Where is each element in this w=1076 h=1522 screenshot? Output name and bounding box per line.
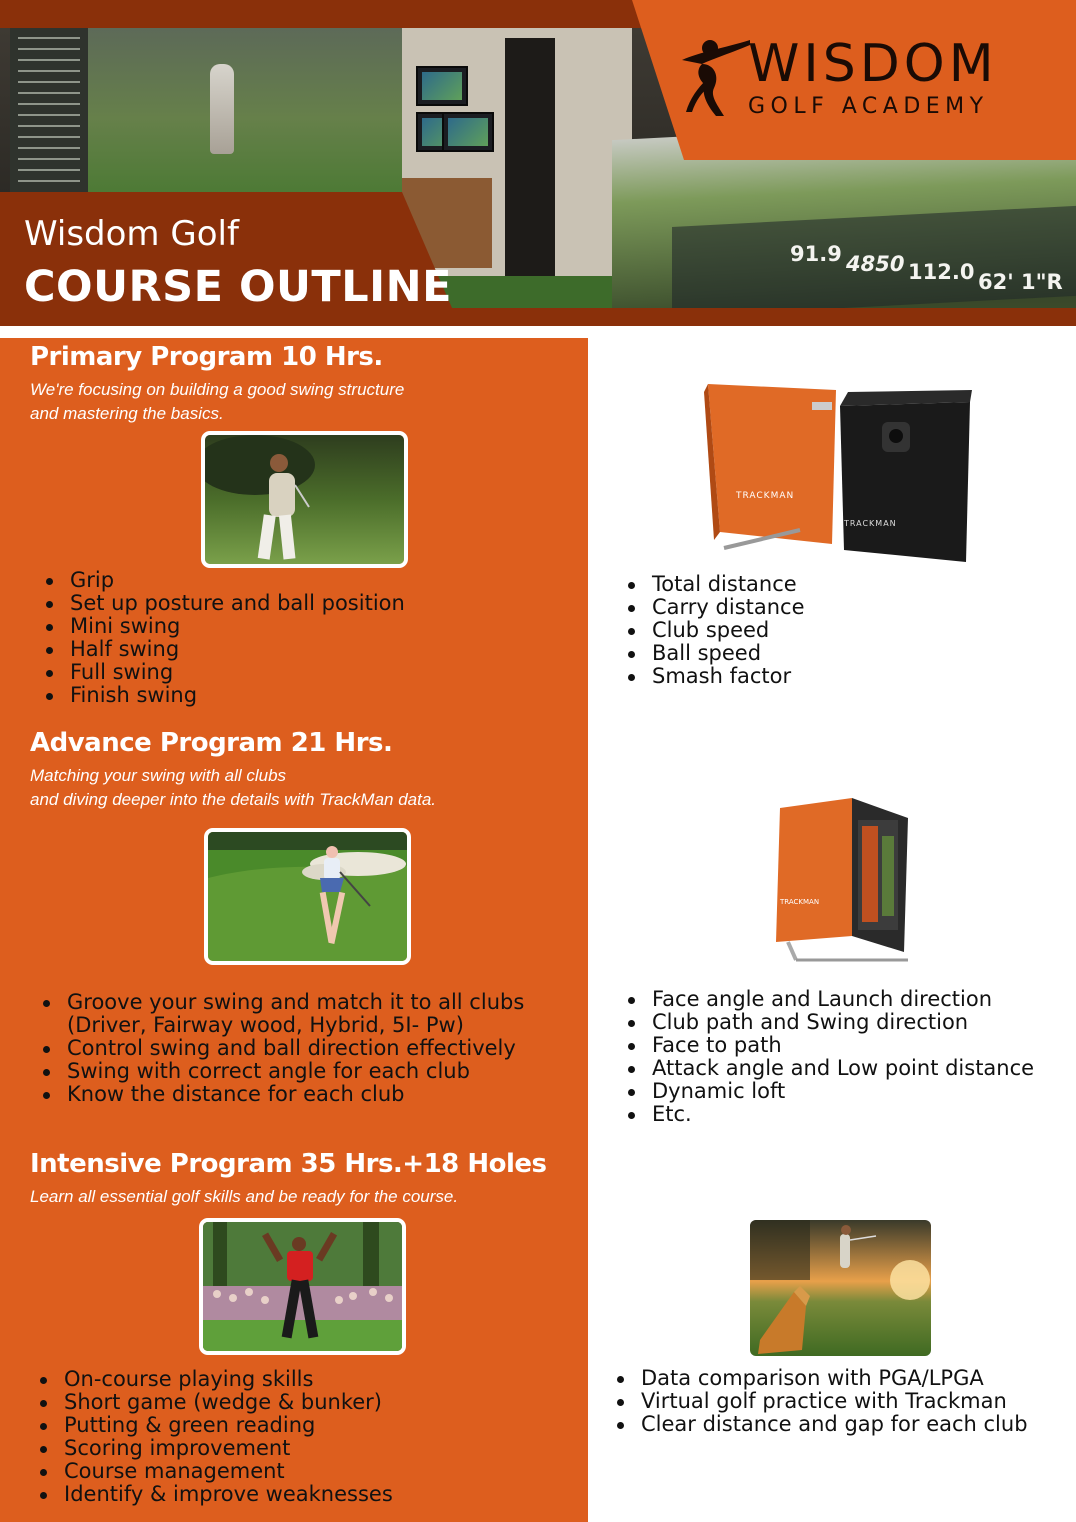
- simulator-screen-left: [10, 28, 402, 193]
- program-skill-list: [43, 991, 524, 1106]
- list-item: Identify & improve weaknesses: [40, 1483, 393, 1506]
- program-description: [30, 764, 436, 812]
- golfer-swing-photo: [201, 431, 408, 568]
- list-item: Ball speed: [628, 642, 805, 665]
- list-item: Club speed: [628, 619, 805, 642]
- trackman-benefits-list: [617, 1367, 1028, 1436]
- program-description: [30, 1185, 458, 1209]
- list-item: On-course playing skills: [40, 1368, 393, 1391]
- list-item: Course management: [40, 1460, 393, 1483]
- description-line: Learn all essential golf skills and be ready for the course.: [30, 1187, 459, 1206]
- list-item: Clear distance and gap for each club: [617, 1413, 1028, 1436]
- page-title: COURSE OUTLINE: [24, 262, 453, 312]
- pillar: [505, 38, 555, 308]
- list-item: Grip: [46, 569, 405, 592]
- golfer-celebration-photo: [204, 828, 411, 965]
- list-item: Virtual golf practice with Trackman: [617, 1390, 1028, 1413]
- list-item: Smash factor: [628, 665, 805, 688]
- list-item: Finish swing: [46, 684, 405, 707]
- logo-subtitle: GOLF ACADEMY: [748, 94, 989, 119]
- list-item: Swing with correct angle for each club: [43, 1060, 524, 1083]
- program-title: Intensive Program 35 Hrs.+18 Holes: [30, 1149, 547, 1179]
- list-item: Control swing and ball direction effectively: [43, 1037, 524, 1060]
- list-item: Know the distance for each club: [43, 1083, 524, 1106]
- list-item: Club path and Swing direction: [628, 1011, 1034, 1034]
- program-title: Primary Program 10 Hrs.: [30, 342, 383, 372]
- list-item: Total distance: [628, 573, 805, 596]
- list-item: Half swing: [46, 638, 405, 661]
- list-item: Attack angle and Low point distance: [628, 1057, 1034, 1080]
- list-item: (Driver, Fairway wood, Hybrid, 5I- Pw): [67, 1013, 464, 1037]
- trackman-metrics-list: [628, 988, 1034, 1126]
- list-item: Mini swing: [46, 615, 405, 638]
- program-skill-list: [40, 1368, 393, 1506]
- device-label: TRACKMAN: [736, 491, 795, 501]
- description-line: and diving deeper into the details with TrackMan data.: [30, 790, 437, 809]
- list-item: Data comparison with PGA/LPGA: [617, 1367, 1028, 1390]
- metric-value: 112.0: [908, 260, 975, 284]
- program-description: [30, 378, 404, 426]
- list-item: Face to path: [628, 1034, 1034, 1057]
- logo-wordmark: WISDOM: [748, 34, 998, 94]
- device-label: TRACKMAN: [780, 898, 820, 906]
- metric-value: 91.9: [790, 242, 842, 266]
- simulator-data-panel: [10, 28, 88, 193]
- golfer-figure: [210, 64, 234, 154]
- list-item: Etc.: [628, 1103, 1034, 1126]
- metric-value: 4850: [846, 252, 905, 276]
- list-item: Face angle and Launch direction: [628, 988, 1034, 1011]
- trackman-device-internals-image: [768, 796, 918, 966]
- sunset-golfer-photo: [750, 1220, 931, 1356]
- list-item: Set up posture and ball position: [46, 592, 405, 615]
- list-item: Dynamic loft: [628, 1080, 1034, 1103]
- list-item: Short game (wedge & bunker): [40, 1391, 393, 1414]
- metric-value: 62' 1"R: [978, 270, 1063, 294]
- program-skill-list: [46, 569, 405, 707]
- description-line: We're focusing on building a good swing structure: [30, 380, 405, 399]
- golfer-victory-photo: [199, 1218, 406, 1355]
- list-item: Carry distance: [628, 596, 805, 619]
- program-title: Advance Program 21 Hrs.: [30, 728, 393, 758]
- tv-screen: [442, 112, 494, 152]
- list-item: Groove your swing and match it to all clubs: [43, 991, 524, 1014]
- golfer-logo-icon: [680, 34, 752, 118]
- list-item: Putting & green reading: [40, 1414, 393, 1437]
- trackman-device-image: [700, 380, 980, 570]
- page-subtitle: Wisdom Golf: [24, 214, 239, 254]
- description-line: Matching your swing with all clubs: [30, 766, 287, 785]
- list-item: Full swing: [46, 661, 405, 684]
- list-item: Scoring improvement: [40, 1437, 393, 1460]
- trackman-metrics-list: [628, 573, 805, 688]
- tv-screen: [416, 66, 468, 106]
- description-line: and mastering the basics.: [30, 404, 224, 423]
- device-label: TRACKMAN: [844, 519, 897, 528]
